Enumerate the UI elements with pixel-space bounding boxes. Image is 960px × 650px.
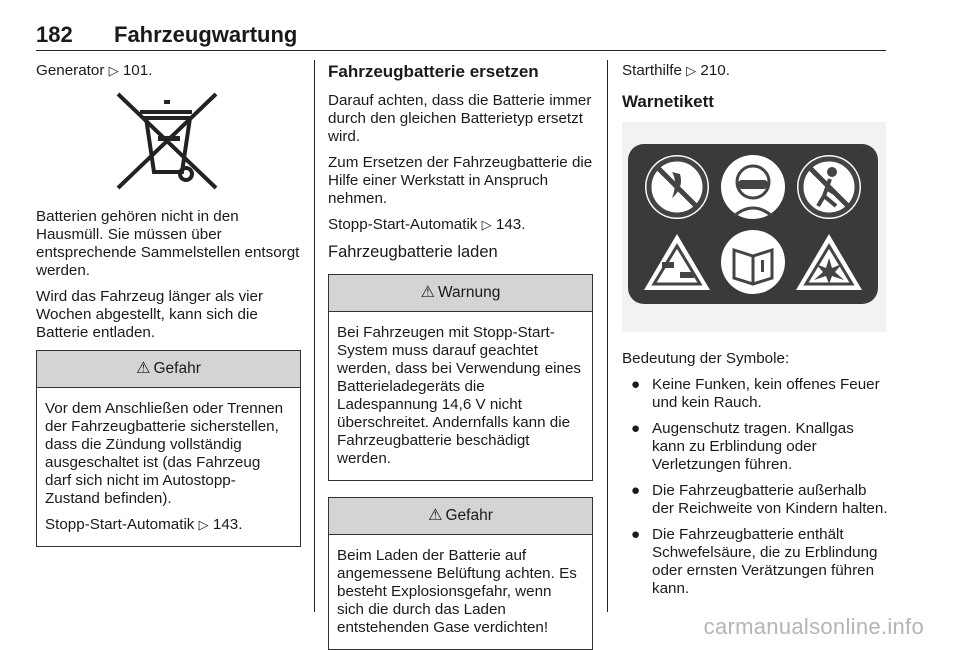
replace-text-2: Zum Ersetzen der Fahrzeugbatterie die Hilfe einer Werkstatt in Anspruch nehmen. (328, 154, 593, 207)
danger-box-title: Gefahr (153, 360, 201, 377)
generator-reference: Generator ▷ 101. (36, 62, 153, 79)
list-item: ● Die Fahrzeugbatterie außerhalb der Reichweite von Kindern halten. (631, 482, 888, 517)
disposal-text: Batterien gehören nicht in den Hausmüll. Sie müssen über entsprechende Sammelstellen entsorgt werden. (36, 208, 300, 279)
list-item: ● Keine Funken, kein offenes Feuer und kein Rauch. (631, 376, 880, 411)
page-title: Fahrzeugwartung (114, 22, 298, 47)
page-header (36, 22, 886, 51)
danger-box-header (37, 351, 300, 388)
column-divider-2 (607, 60, 608, 612)
list-item: ● Augenschutz tragen. Knallgas kann zu Erblindung oder Verletzungen führen. (631, 420, 854, 473)
symbol-list (622, 376, 890, 598)
crossed-out-wheelie-bin-icon (112, 90, 222, 190)
warning-box-text: Bei Fahrzeugen mit Stopp-Start-System muss darauf geachtet werden, dass bei Verwendung eines Batterieladegeräts die Ladespannung 14,6 V nicht überschreitet. Andernfalls kann die Fahrzeugbatterie beschädigt werden. (337, 324, 582, 467)
column-1 (36, 62, 301, 547)
warning-box-header (329, 275, 592, 312)
danger-box-2-text: Beim Laden der Batterie auf angemessene Belüftung achten. Es besteht Explosionsgefahr, wenn sich die durch das Laden entstehenden Gase verdichten! (337, 547, 577, 636)
battery-warning-label (622, 122, 886, 332)
warning-triangle-icon: ⚠ (136, 360, 151, 377)
column-2 (328, 62, 593, 650)
warning-box (328, 274, 593, 481)
danger-box (36, 350, 301, 547)
eye-protection-icon (721, 155, 785, 219)
section-heading-label: Warnetikett (622, 92, 714, 111)
danger-box-2-header (329, 498, 592, 535)
list-item: ● Die Fahrzeugbatterie enthält Schwefelsäure, die zu Erblindung oder ernsten Verätzungen führen kann. (631, 526, 878, 597)
replace-text-1: Darauf achten, dass die Batterie immer durch den gleichen Batterietyp ersetzt wird. (328, 92, 592, 145)
no-fire-icon (645, 155, 709, 219)
symbols-intro: Bedeutung der Symbole: (622, 350, 790, 367)
keep-away-children-icon (797, 155, 861, 219)
stop-start-reference: Stopp-Start-Automatik ▷ 143. (45, 516, 243, 533)
page-number: 182 (36, 22, 73, 47)
arrow-icon: ▷ (198, 517, 209, 532)
watermark: carmanualsonline.info (703, 614, 924, 639)
column-3 (622, 62, 890, 606)
warning-triangle-icon: ⚠ (428, 507, 443, 524)
section-heading-replace: Fahrzeugbatterie ersetzen (328, 62, 539, 81)
warning-box-title: Warnung (438, 284, 501, 301)
arrow-icon: ▷ (686, 63, 697, 78)
stop-start-reference: Stopp-Start-Automatik ▷ 143. (328, 216, 526, 233)
jump-start-reference: Starthilfe ▷ 210. (622, 62, 730, 79)
section-heading-charge: Fahrzeugbatterie laden (328, 243, 498, 261)
danger-box-text: Vor dem Anschließen oder Trennen der Fahrzeugbatterie sicherstellen, dass die Zündung vollständig ausgeschaltet ist (das Fahrzeug darf sich nicht im Autostopp-Zustand befinden). (45, 400, 284, 507)
discharge-text: Wird das Fahrzeug länger als vier Wochen abgestellt, kann sich die Batterie entladen. (36, 288, 264, 341)
arrow-icon: ▷ (108, 63, 119, 78)
read-manual-icon (721, 230, 785, 294)
danger-box-2 (328, 497, 593, 650)
danger-box-2-title: Gefahr (445, 507, 493, 524)
warning-triangle-icon: ⚠ (420, 284, 435, 301)
column-divider-1 (314, 60, 315, 612)
arrow-icon: ▷ (481, 217, 492, 232)
